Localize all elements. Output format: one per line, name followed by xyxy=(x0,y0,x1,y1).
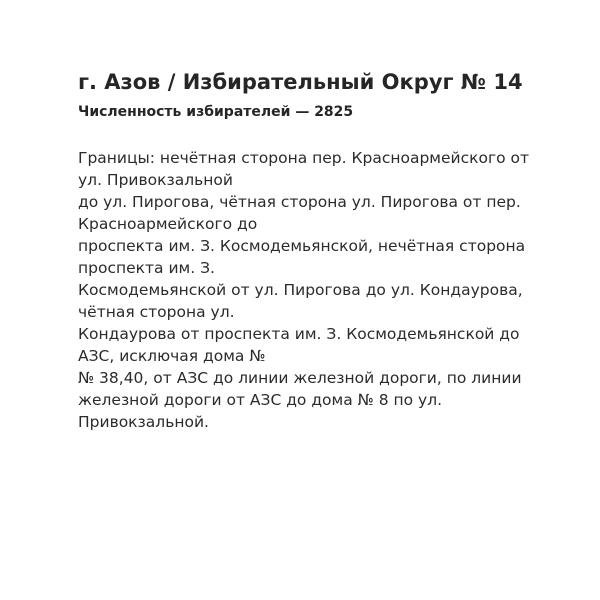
boundaries-description xyxy=(78,147,538,433)
boundary-line: до ул. Пирогова, чётная сторона ул. Пирогова от пер. xyxy=(78,193,521,211)
boundary-line: Космодемьянской от ул. Пирогова до ул. Кондаурова, xyxy=(78,281,523,299)
boundary-line: проспекта им. З. Космодемьянской, нечётная сторона xyxy=(78,237,526,255)
boundary-line: Красноармейского до xyxy=(78,215,258,233)
boundary-line: АЗС, исключая дома № xyxy=(78,347,266,365)
boundary-line: проспекта им. З. xyxy=(78,259,215,277)
boundary-line: Кондаурова от проспекта им. З. Космодемьянской до xyxy=(78,325,520,343)
boundary-line: Привокзальной. xyxy=(78,413,209,431)
voter-count: Численность избирателей — 2825 xyxy=(78,104,354,120)
boundary-line: ул. Привокзальной xyxy=(78,171,233,189)
boundary-line: № 38,40, от АЗС до линии железной дороги, по линии xyxy=(78,369,522,387)
boundary-line: чётная сторона ул. xyxy=(78,303,235,321)
boundary-line: железной дороги от АЗС до дома № 8 по ул. xyxy=(78,391,443,409)
page-title: г. Азов / Избирательный Округ № 14 xyxy=(78,70,523,94)
boundary-line: Границы: нечётная сторона пер. Красноармейского от xyxy=(78,149,530,167)
